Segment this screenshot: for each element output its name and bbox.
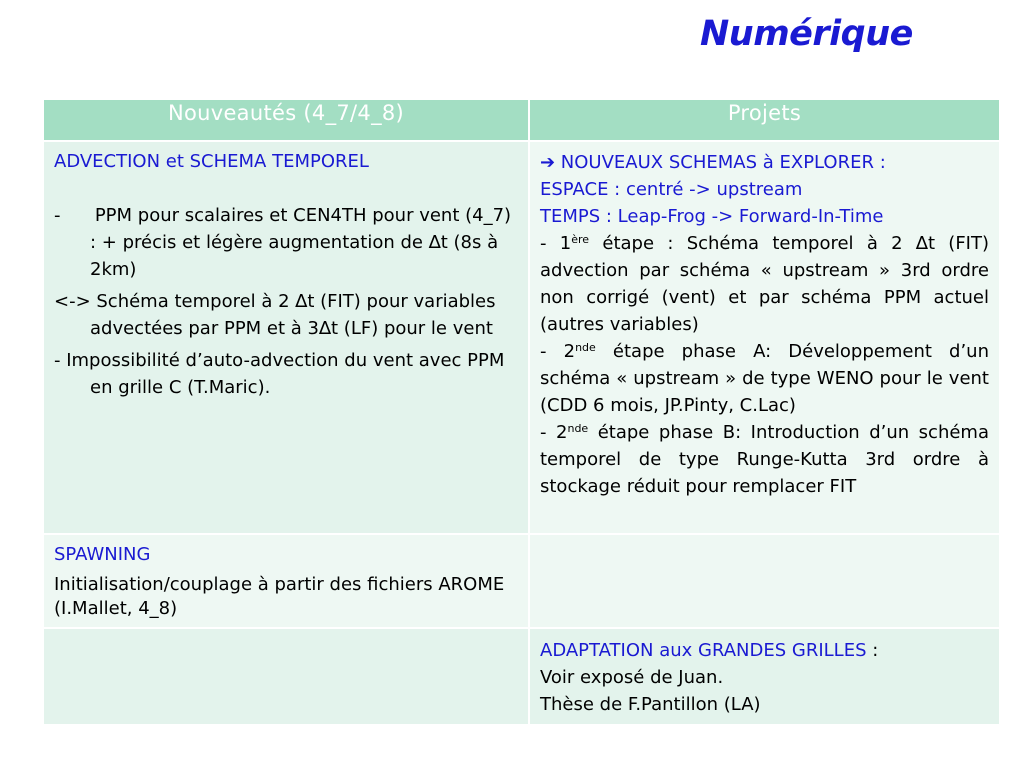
header-nouveautes: Nouveautés (4_7/4_8) [43,99,529,141]
table-row-advection [43,141,1000,534]
projets-line-espace: ESPACE : centré -> upstream [540,179,803,200]
cell-adaptation-nouveautes [43,628,529,725]
advection-item-ppm: - PPM pour scalaires et CEN4TH pour vent (4_7) : + précis et légère augmentation de ∆t (8s à 2km) [54,205,512,280]
projets-step-2a [540,338,989,419]
projets-step-1 [540,230,989,338]
step1-text: étape : Schéma temporel à 2 ∆t (FIT) advection par schéma « upstream » 3rd ordre non corrigé (vent) et par schéma PPM actuel (autres variables) [540,233,989,335]
step3-sup: nde [567,422,589,435]
advection-item-fit: <-> Schéma temporel à 2 ∆t (FIT) pour variables advectées par PPM et à 3∆t (LF) pour le vent [54,291,496,339]
slide-title: Numérique [700,14,913,54]
table-header-row [43,99,1000,141]
header-projets: Projets [529,99,1000,141]
projets-line-temps: TEMPS : Leap-Frog -> Forward-In-Time [540,206,884,227]
adaptation-line-1 [540,637,989,664]
adaptation-colon: : [866,640,879,661]
step1-sup: ère [571,233,590,246]
cell-spawning-projets [529,534,1000,628]
advection-heading: ADVECTION et SCHEMA TEMPOREL [54,151,369,172]
step3-text: étape phase B: Introduction d’un schéma temporel de type Runge-Kutta 3rd ordre à stockage réduit pour remplacer FIT [540,422,989,497]
projets-line-schemas: ➔ NOUVEAUX SCHEMAS à EXPLORER : [540,152,886,173]
cell-advection-nouveautes [43,141,529,534]
cell-adaptation-projets [529,628,1000,725]
cell-spawning-nouveautes [43,534,529,628]
content-table [42,98,1001,726]
step2-sup: nde [575,341,596,354]
step2-text: étape phase A: Développement d’un schéma « upstream » de type WENO pour le vent (CDD 6 mois, JP.Pinty, C.Lac) [540,341,989,416]
adaptation-line-juan: Voir exposé de Juan. [540,667,724,688]
spawning-text: Initialisation/couplage à partir des fichiers AROME (I.Mallet, 4_8) [54,574,505,619]
step3-prefix: - 2 [540,422,568,443]
spawning-heading: SPAWNING [54,544,151,565]
projets-step-2b [540,419,989,500]
adaptation-line-these: Thèse de F.Pantillon (LA) [540,694,761,715]
advection-item-impossibilite: - Impossibilité d’auto-advection du vent avec PPM en grille C (T.Maric). [54,350,505,398]
cell-advection-projets [529,141,1000,534]
step2-prefix: - 2 [540,341,576,362]
step1-prefix: - 1 [540,233,572,254]
table-row-spawning [43,534,1000,628]
table-row-adaptation [43,628,1000,725]
adaptation-heading: ADAPTATION aux GRANDES GRILLES [540,640,867,661]
